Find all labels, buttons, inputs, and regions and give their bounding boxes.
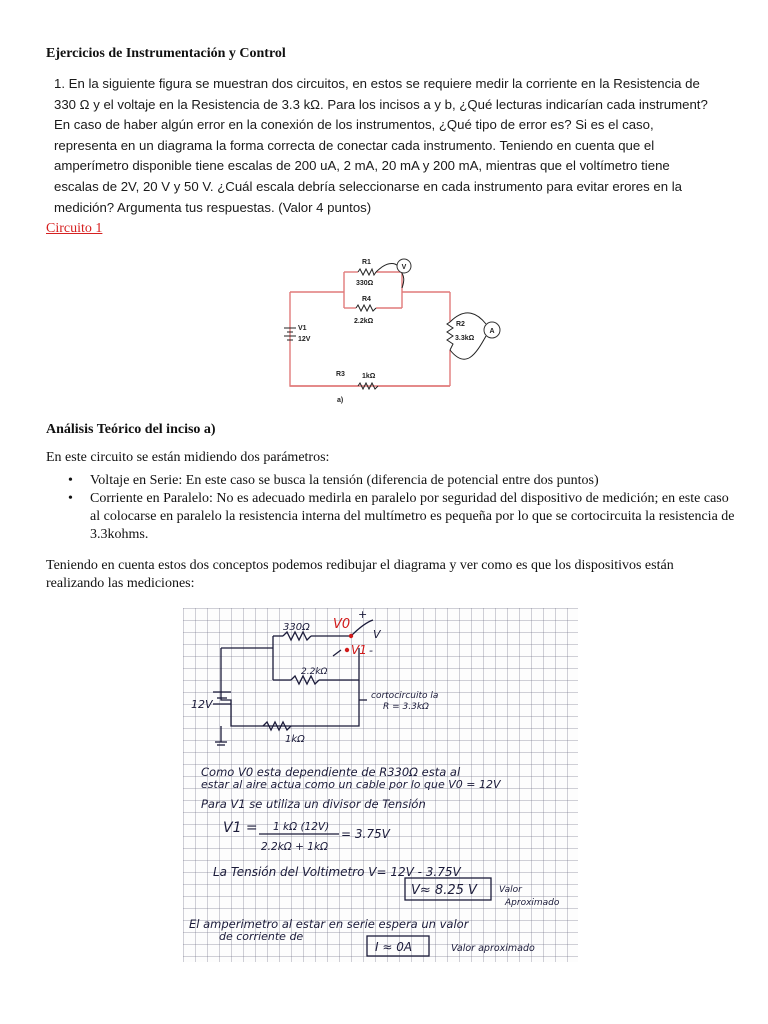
bullet-icon: • [68, 491, 73, 506]
hw-short-note-1: cortocircuito la [371, 691, 439, 701]
circuit-1-diagram [270, 252, 520, 407]
hw-source: 12V [191, 698, 213, 711]
hw-v1: V1 [351, 643, 367, 657]
v1-value: 12V [298, 336, 311, 343]
hw-line-5: El amperimetro al estar en serie espera un valor [189, 917, 469, 931]
document-title: Ejercicios de Instrumentación y Control [46, 46, 286, 61]
bullet-list [46, 472, 736, 544]
hw-result: = 3.75V [341, 827, 390, 841]
exercise-statement [54, 74, 720, 218]
hw-minus: - [369, 644, 373, 657]
hw-v-label: V [373, 628, 381, 641]
analysis-heading: Análisis Teórico del inciso a) [46, 422, 216, 437]
r3-value: 1kΩ [362, 373, 376, 380]
bullet-text: Corriente en Paralelo: No es adecuado medirla en paralelo por seguridad del dispositivo de medición; en este caso al colocarse en paralelo la resistencia interna del multímetro es pequeña por lo que se cortocircuita la resistencia de 3.3kohms. [90, 491, 735, 542]
hw-denominator: 2.2kΩ + 1kΩ [261, 841, 329, 853]
exercise-line: escalas de 2V, 20 V y 50 V. ¿Cuál escala debría seleccionarse en cada instrumento para evitar erores en la [54, 178, 682, 194]
hw-v0: V0 [333, 617, 351, 632]
r1-value: 330Ω [356, 280, 374, 287]
hw-r1k: 1kΩ [285, 734, 305, 745]
redraw-paragraph: Teniendo en cuenta estos dos conceptos podemos redibujar el diagrama y ver como es que los dispositivos están realizando las mediciones: [46, 558, 674, 591]
ammeter-label: A [489, 328, 495, 335]
r2-value: 3.3kΩ [455, 335, 475, 342]
intro-paragraph: En este circuito se están midiendo dos parámetros: [46, 450, 330, 465]
r4-label: R4 [362, 296, 371, 303]
exercise-line: 1. En la siguiente figura se muestran dos circuitos, en estos se requiere medir la corriente en la Resistencia de [54, 76, 700, 91]
hw-line-3: Para V1 se utiliza un divisor de Tensión [201, 797, 426, 811]
bullet-icon: • [68, 473, 73, 488]
hw-v1-equation: V1 = [223, 820, 258, 836]
r2-zigzag [447, 322, 453, 350]
hw-approx-3: Valor aproximado [451, 943, 535, 954]
exercise-line: amperímetro disponible tiene escalas de 200 uA, 2 mA, 20 mA y 200 mA, mientras que el voltímetro tiene [54, 158, 670, 174]
voltmeter-label: V [401, 264, 407, 271]
circuit-caption: a) [337, 397, 344, 404]
exercise-line: representa en un diagrama la forma correcta de conectar cada instrumento. Teniendo en cuenta que el [54, 137, 655, 153]
hw-approx-2: Aproximado [505, 898, 560, 908]
exercise-line: 330 Ω y el voltaje en la Resistencia de 3.3 kΩ. Para los incisos a y b, ¿Qué lecturas indicarían cada instrument? [54, 96, 708, 112]
exercise-line: En caso de haber algún error en la conexión de los instrumentos, ¿Qué tipo de error es? Si es el caso, [54, 117, 654, 133]
r1-label: R1 [362, 259, 371, 266]
hw-line-2: estar al aire actua como un cable por lo que V0 = 12V [201, 778, 501, 791]
hw-approx-1: Valor [499, 885, 522, 895]
r1-zigzag [358, 269, 376, 275]
list-item [46, 472, 736, 490]
hw-r22: 2.2kΩ [301, 667, 328, 677]
hw-r330: 330Ω [283, 622, 310, 633]
hw-boxed-current: I ≈ 0A [375, 940, 413, 954]
r4-zigzag [356, 305, 376, 311]
hw-short-note-2: R = 3.3kΩ [383, 702, 429, 712]
hw-line-6: de corriente de [219, 930, 304, 943]
v1-label: V1 [298, 325, 307, 332]
r4-value: 2.2kΩ [354, 318, 374, 325]
exercise-line: medición? Argumenta tus respuestas. (Valor 4 puntos) [54, 199, 372, 215]
hw-line-4: La Tensión del Voltimetro V= 12V - 3.75V [213, 865, 461, 879]
handwritten-notes-image [183, 608, 578, 962]
circuit-1-link[interactable]: Circuito 1 [46, 221, 103, 236]
bullet-text: Voltaje en Serie: En este caso se busca la tensión (diferencia de potencial entre dos puntos) [90, 473, 599, 488]
hw-line-1: Como V0 esta dependiente de R330Ω esta al [201, 765, 461, 779]
handwritten-sketch [183, 608, 578, 962]
hw-boxed-voltage: V≈ 8.25 V [411, 883, 477, 898]
hw-numerator: 1 kΩ (12V) [273, 821, 330, 833]
r3-label: R3 [336, 371, 345, 378]
hw-plus: + [358, 608, 368, 621]
r2-label: R2 [456, 321, 465, 328]
list-item [46, 490, 736, 544]
